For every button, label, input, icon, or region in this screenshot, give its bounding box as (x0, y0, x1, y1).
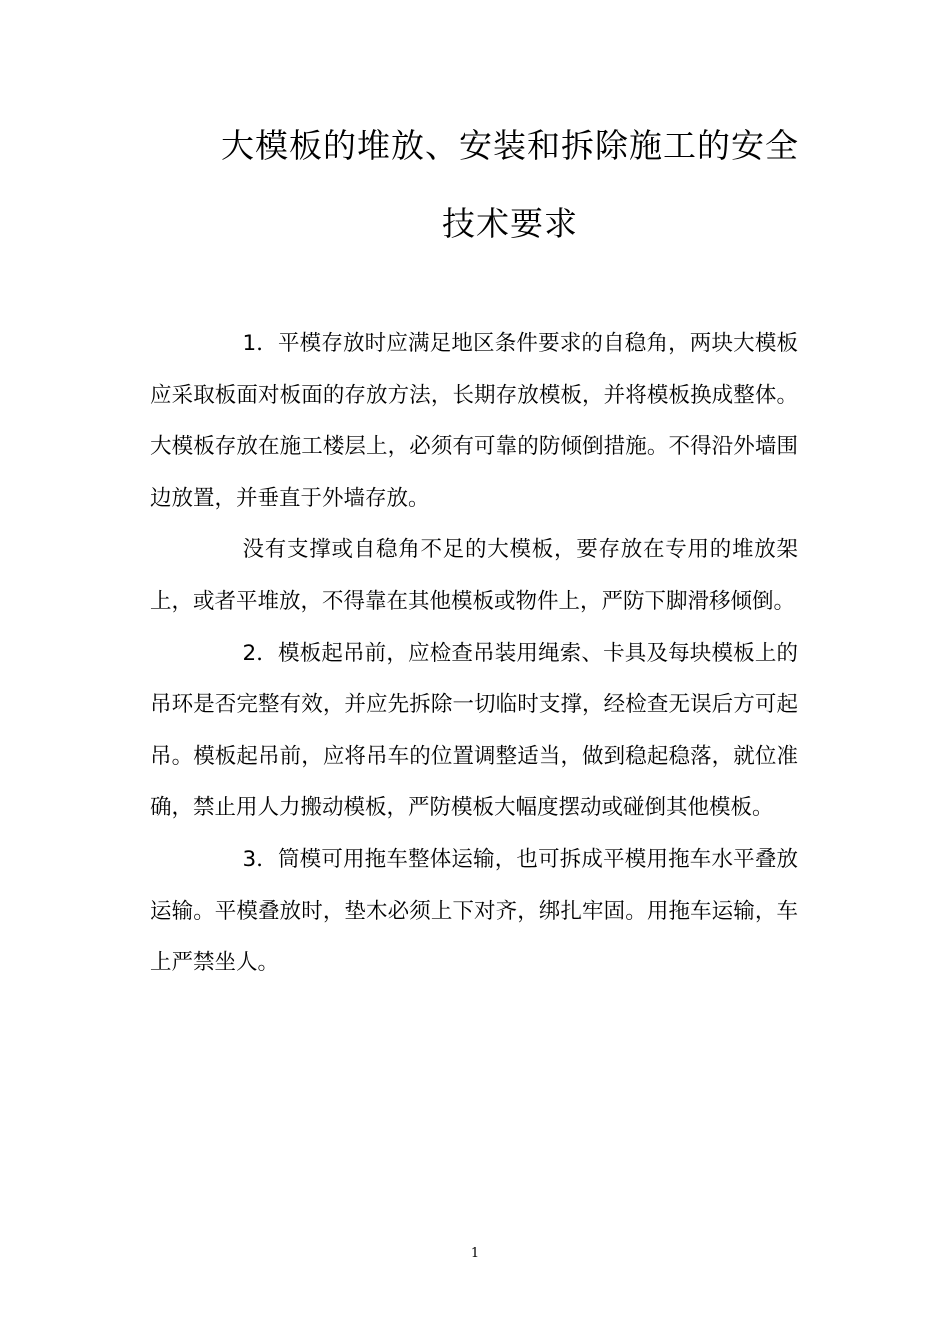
paragraph-1: 1．平模存放时应满足地区条件要求的自稳角，两块大模板应采取板面对板面的存放方法，长期存放模板，并将模板换成整体。大模板存放在施工楼层上，必须有可靠的防倾倒措施。不得沿外墙围边放置，并垂直于外墙存放。 (150, 331, 798, 511)
document-title-line-2: 技术要求 (442, 204, 578, 243)
document-body (150, 318, 798, 989)
document-title-line-1: 大模板的堆放、安装和拆除施工的安全 (221, 126, 799, 165)
paragraph-2: 没有支撑或自稳角不足的大模板，要存放在专用的堆放架上，或者平堆放，不得靠在其他模板或物件上，严防下脚滑移倾倒。 (150, 537, 798, 614)
page-number: 1 (470, 1246, 480, 1261)
paragraph-4: 3．筒模可用拖车整体运输，也可拆成平模用拖车水平叠放运输。平模叠放时，垫木必须上下对齐，绑扎牢固。用拖车运输，车上严禁坐人。 (150, 846, 798, 976)
paragraph-3: 2．模板起吊前，应检查吊装用绳索、卡具及每块模板上的吊环是否完整有效，并应先拆除一切临时支撑，经检查无误后方可起吊。模板起吊前，应将吊车的位置调整适当，做到稳起稳落，就位准确，禁止用人力搬动模板，严防模板大幅度摆动或碰倒其他模板。 (150, 640, 798, 821)
